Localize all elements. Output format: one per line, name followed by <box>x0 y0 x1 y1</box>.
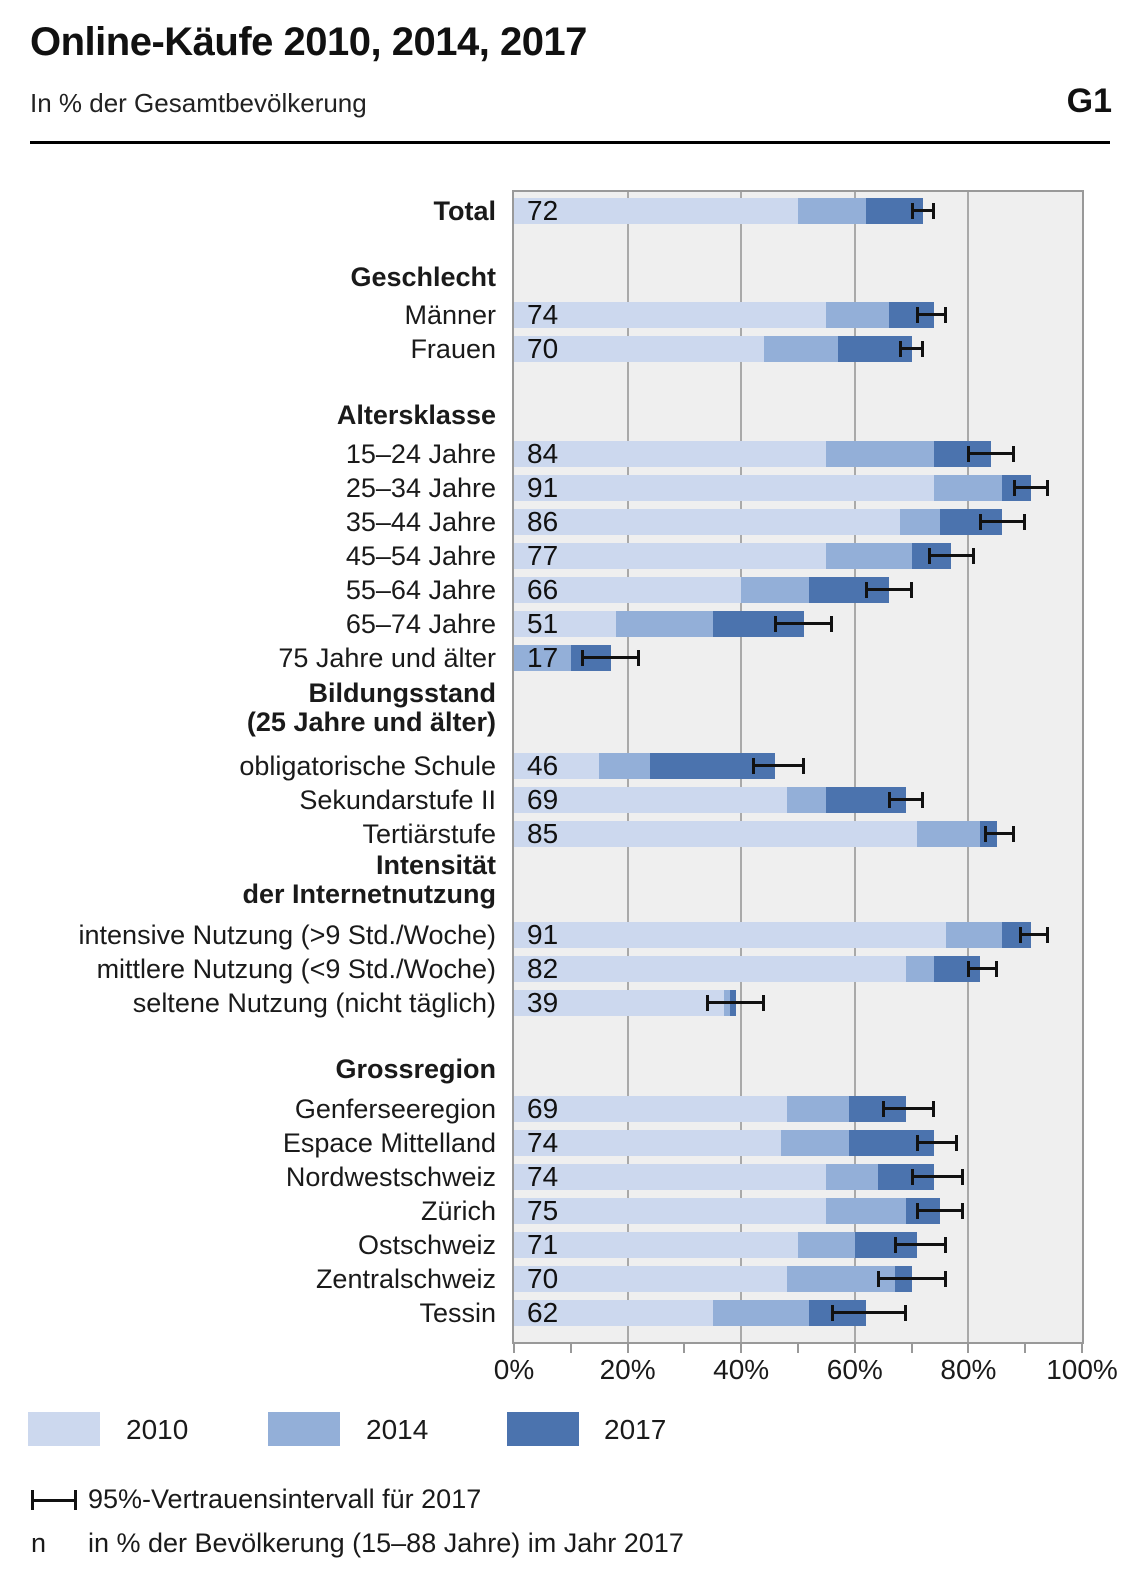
row-label: 35–44 Jahre <box>345 507 496 537</box>
bar-value-label: 46 <box>527 750 559 781</box>
group-header: (25 Jahre und älter) <box>246 707 496 737</box>
x-tick-label: 60% <box>826 1354 883 1385</box>
bar-value-label: 77 <box>527 540 559 571</box>
bar-value-label: 17 <box>527 642 559 673</box>
row-label: Genferseeregion <box>294 1094 496 1124</box>
bar-value-label: 91 <box>527 472 559 503</box>
footnote-n-prefix: n <box>31 1528 47 1558</box>
x-tick-label: 40% <box>713 1354 770 1385</box>
row-label: obligatorische Schule <box>239 751 496 781</box>
row-label: Zürich <box>420 1196 496 1226</box>
row-label: Männer <box>404 300 496 330</box>
bar-value-label: 70 <box>527 1263 559 1294</box>
row-label: mittlere Nutzung (<9 Std./Woche) <box>96 954 496 984</box>
bar-value-label: 69 <box>527 1093 559 1124</box>
group-header: Intensität <box>375 850 496 880</box>
x-tick-label: 100% <box>1046 1354 1118 1385</box>
bar-value-label: 74 <box>527 299 559 330</box>
bar-value-label: 70 <box>527 333 559 364</box>
row-label: 45–54 Jahre <box>345 541 496 571</box>
footnote-n: in % der Bevölkerung (15–88 Jahre) im Jahr 2017 <box>88 1528 684 1558</box>
bar-value-label: 82 <box>527 953 559 984</box>
group-header: Grossregion <box>335 1054 496 1084</box>
x-tick-label: 20% <box>599 1354 656 1385</box>
bar-value-label: 66 <box>527 574 559 605</box>
row-label: Tessin <box>419 1298 496 1328</box>
chart-subtitle: In % der Gesamtbevölkerung <box>30 88 367 118</box>
bar-value-label: 74 <box>527 1161 559 1192</box>
bar-value-label: 51 <box>527 608 559 639</box>
row-label: Espace Mittelland <box>282 1128 496 1158</box>
bar-value-label: 71 <box>527 1229 559 1260</box>
row-label: Sekundarstufe II <box>299 785 496 815</box>
bar-value-label: 75 <box>527 1195 559 1226</box>
row-label: Ostschweiz <box>357 1230 496 1260</box>
row-label: Frauen <box>410 334 496 364</box>
row-label: 15–24 Jahre <box>345 439 496 469</box>
group-header: der Internetnutzung <box>242 879 496 909</box>
figure-label: G1 <box>1066 82 1112 120</box>
legend-label: 2014 <box>366 1414 429 1445</box>
bar-value-label: 74 <box>527 1127 559 1158</box>
bar-value-label: 62 <box>527 1297 559 1328</box>
row-label: intensive Nutzung (>9 Std./Woche) <box>78 920 496 950</box>
group-header: Bildungsstand <box>308 678 496 708</box>
legend-swatch-2014 <box>268 1412 340 1446</box>
group-header: Geschlecht <box>350 262 496 292</box>
bar-value-label: 86 <box>527 506 559 537</box>
bar-value-label: 91 <box>527 919 559 950</box>
row-label: Nordwestschweiz <box>285 1162 496 1192</box>
group-header: Altersklasse <box>336 400 496 430</box>
legend-label: 2017 <box>604 1414 667 1445</box>
row-label: Total <box>433 196 496 226</box>
legend-label: 2010 <box>126 1414 189 1445</box>
bar-value-label: 39 <box>527 987 559 1018</box>
row-label: 65–74 Jahre <box>345 609 496 639</box>
row-label: seltene Nutzung (nicht täglich) <box>132 988 496 1018</box>
bar-value-label: 72 <box>527 195 559 226</box>
bar-value-label: 69 <box>527 784 559 815</box>
bar-value-label: 85 <box>527 818 559 849</box>
row-label: 55–64 Jahre <box>345 575 496 605</box>
row-label: Zentralschweiz <box>315 1264 496 1294</box>
x-tick-label: 80% <box>940 1354 997 1385</box>
footnote-ci: 95%-Vertrauensintervall für 2017 <box>88 1484 482 1514</box>
bar-value-label: 84 <box>527 438 559 469</box>
ci-errorbar-icon <box>31 1490 77 1510</box>
row-label: 25–34 Jahre <box>345 473 496 503</box>
chart-title: Online-Käufe 2010, 2014, 2017 <box>30 20 587 64</box>
x-tick-label: 0% <box>493 1354 535 1385</box>
row-label: 75 Jahre und älter <box>278 643 496 673</box>
legend-swatch-2010 <box>28 1412 100 1446</box>
row-label: Tertiärstufe <box>362 819 496 849</box>
legend-swatch-2017 <box>507 1412 579 1446</box>
